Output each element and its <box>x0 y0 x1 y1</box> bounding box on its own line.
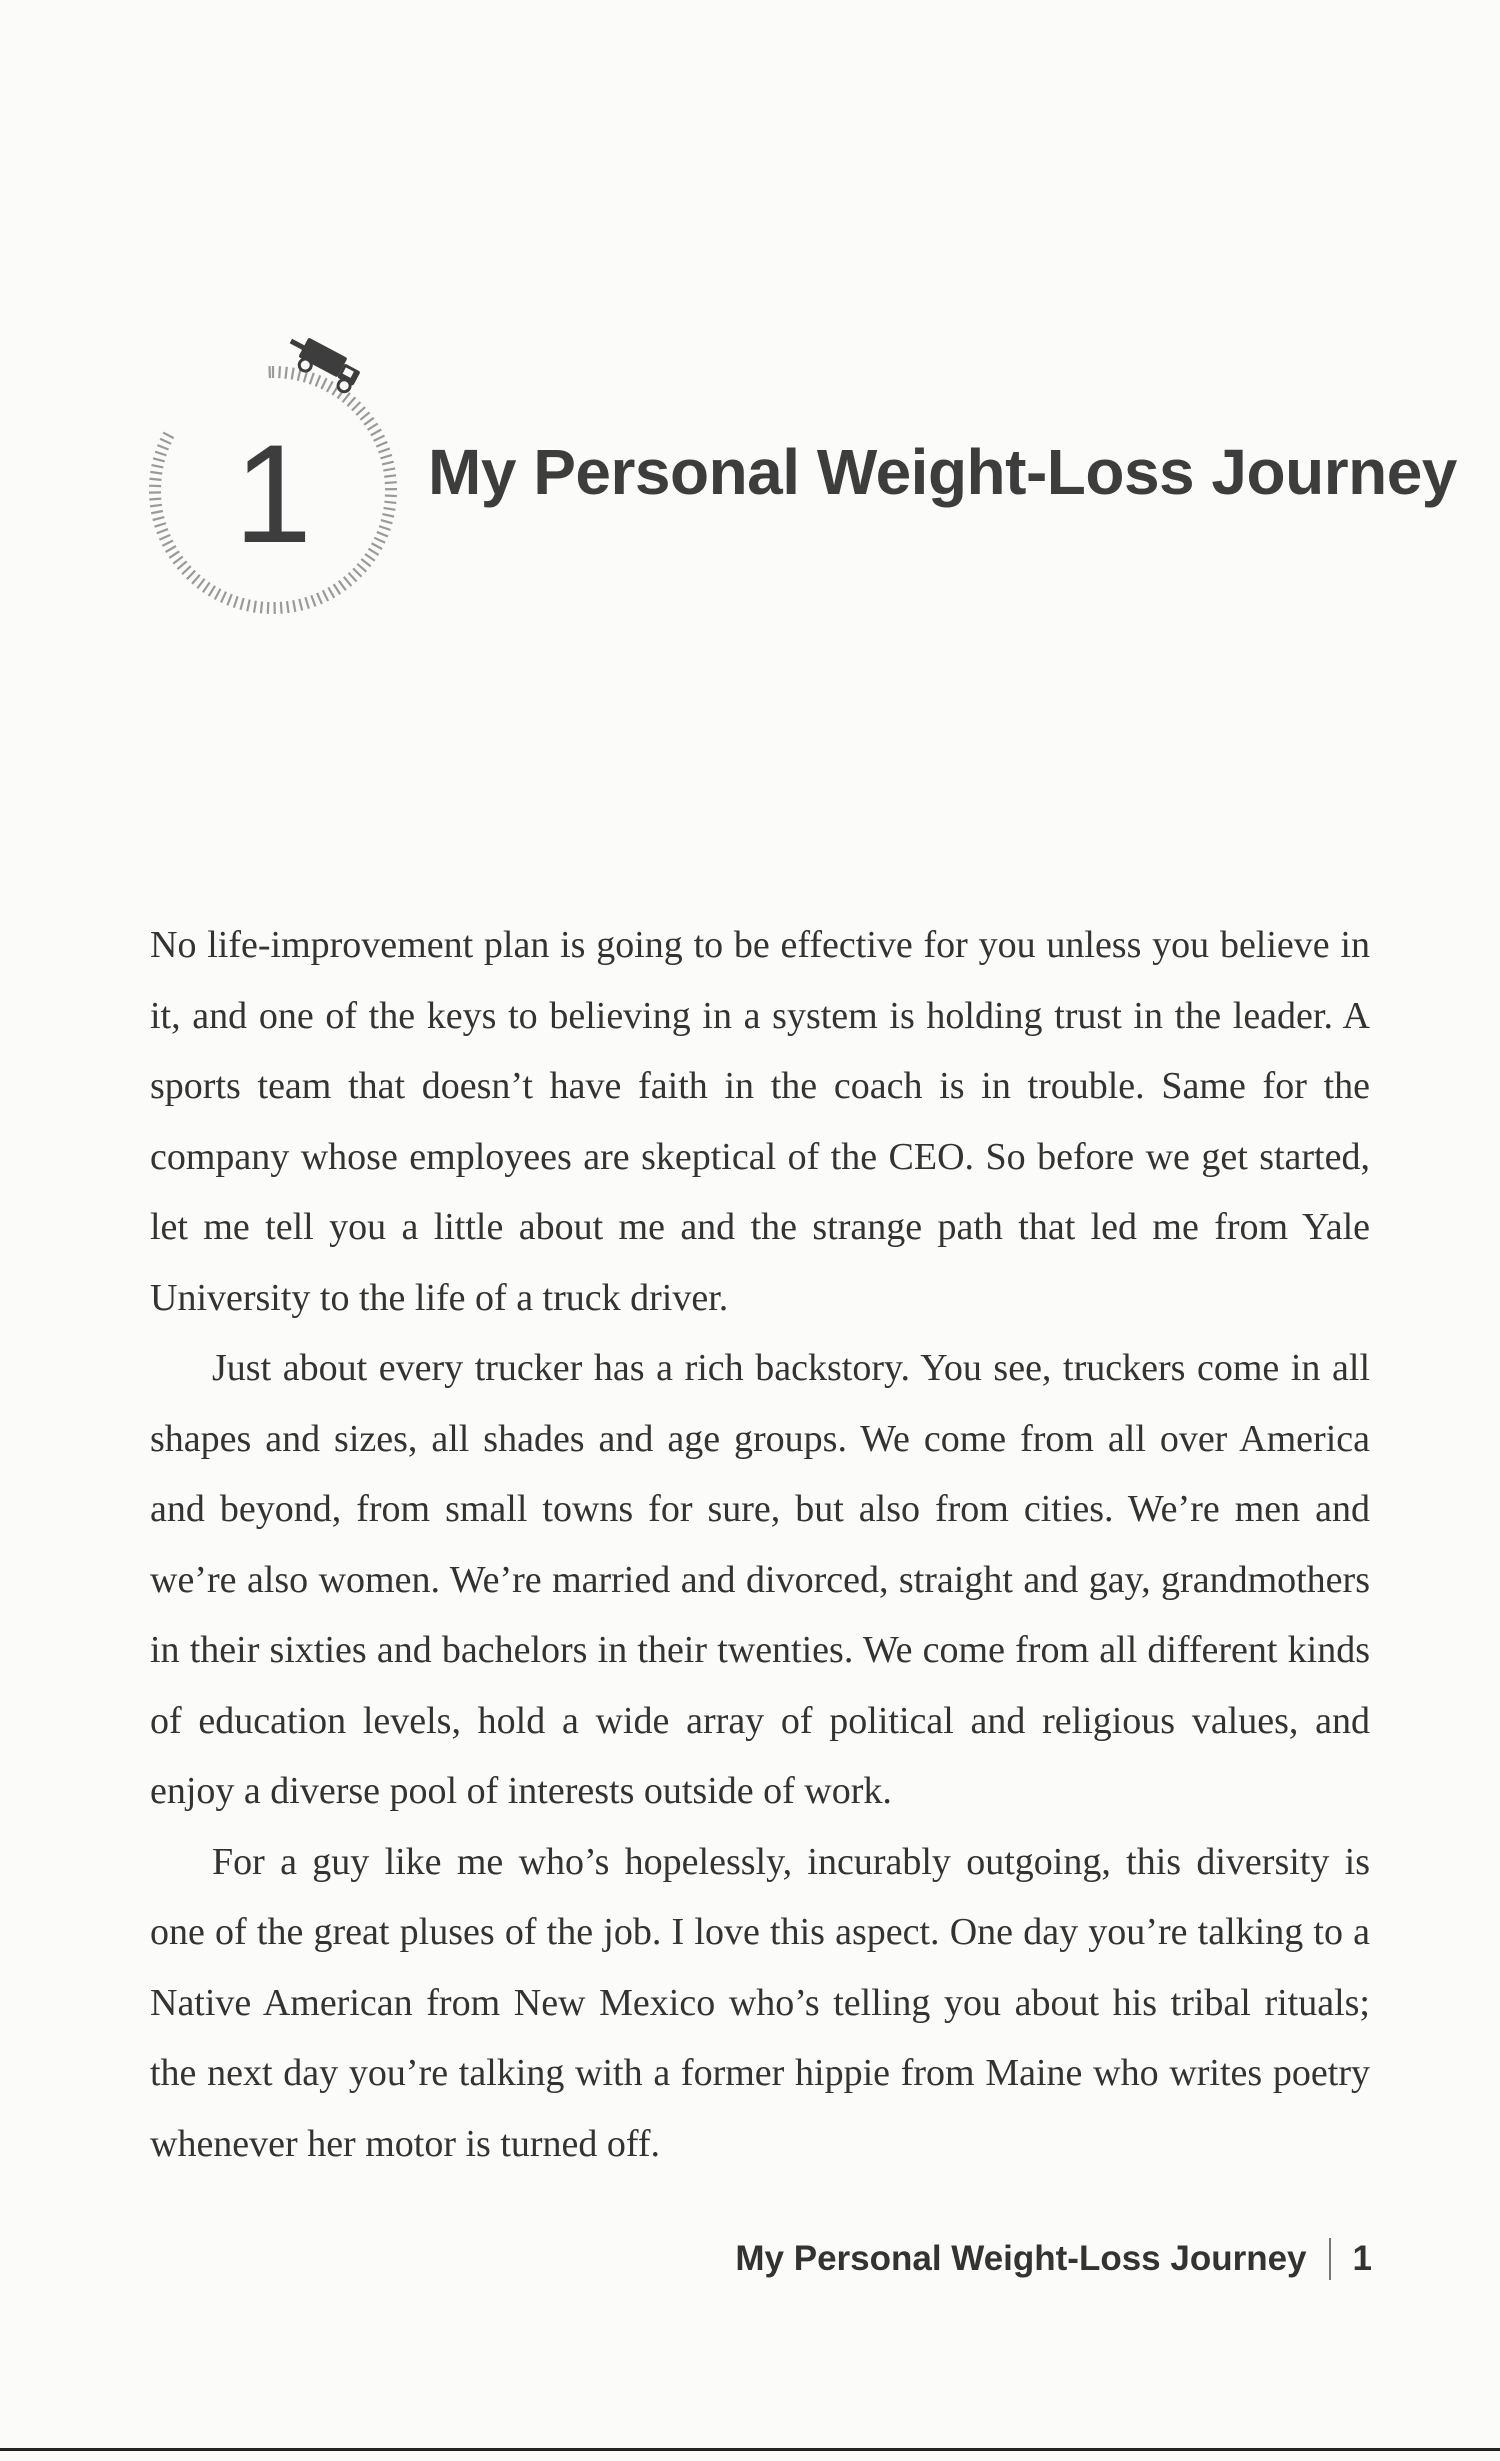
ring-tick <box>155 523 166 527</box>
ring-tick <box>287 601 289 613</box>
ring-tick <box>227 594 231 605</box>
ring-tick <box>339 581 346 591</box>
ring-tick <box>385 495 397 496</box>
ring-tick <box>234 596 238 607</box>
ring-tick <box>153 517 165 520</box>
ring-tick <box>376 442 387 447</box>
ring-tick <box>247 600 249 612</box>
ring-tick <box>159 535 170 540</box>
paragraph: No life-improvement plan is going to be effective for you unless you believe in it, and one of the keys to believing in a system is holding trust in the leader. A sports team that doesn’t have faith in the coach is in trouble. Same for the company whose employees are skeptical of the CEO. So before we get started, let me tell you a little about me and the strange path that led me from Yale University to the life of a truck driver. <box>150 924 1370 1319</box>
ring-tick <box>321 378 326 389</box>
chapter-number: 1 <box>234 415 312 572</box>
ring-tick <box>352 402 360 411</box>
ring-tick <box>203 582 210 592</box>
ring-tick <box>281 602 282 614</box>
ring-tick <box>310 373 314 384</box>
ring-tick <box>166 546 176 552</box>
page-number: 1 <box>1352 2239 1372 2278</box>
ring-tick <box>368 424 378 430</box>
ring-tick <box>371 430 381 436</box>
ring-tick <box>157 529 168 533</box>
ring-tick <box>215 589 221 600</box>
ring-tick <box>240 598 243 610</box>
ring-tick <box>187 571 195 580</box>
body-text <box>150 910 1370 2179</box>
paragraph: For a guy like me who’s hopelessly, incurably outgoing, this diversity is one of the great pluses of the job. I love this aspect. One day you’re talking to a Native American from New Mexico who’s telling you about his tribal rituals; the next day you’re talking with a former hippie from Maine who writes poetry whenever her motor is turned off. <box>150 1840 1370 2165</box>
ring-tick <box>177 561 186 569</box>
ring-tick <box>372 543 383 549</box>
ring-tick <box>334 584 341 594</box>
ring-tick <box>155 452 166 456</box>
ring-tick <box>328 587 334 597</box>
ring-tick <box>157 445 168 449</box>
ring-tick <box>285 367 286 379</box>
ring-tick <box>197 579 204 589</box>
ring-tick <box>182 566 191 574</box>
chapter-title: My Personal Weight-Loss Journey <box>428 436 1457 508</box>
ring-tick <box>349 573 357 582</box>
ring-tick <box>150 472 162 474</box>
chapter-number-emblem <box>145 290 435 630</box>
ring-tick <box>365 554 375 561</box>
ring-tick <box>344 577 352 586</box>
ring-tick <box>385 482 397 483</box>
ring-tick <box>361 559 370 566</box>
ring-tick <box>323 590 328 601</box>
ring-tick <box>379 526 390 530</box>
ring-tick <box>221 592 226 603</box>
ring-tick <box>293 600 295 612</box>
ring-tick <box>382 514 394 517</box>
ring-tick <box>360 412 369 420</box>
footer-divider <box>1329 2238 1331 2280</box>
ring-tick <box>377 532 388 536</box>
ring-tick <box>364 418 374 425</box>
ring-tick <box>254 601 256 613</box>
page-footer <box>735 2238 1372 2280</box>
ring-tick <box>169 551 179 558</box>
ring-tick <box>299 599 302 611</box>
ring-tick <box>317 593 322 604</box>
ring-tick <box>163 433 174 439</box>
ring-tick <box>150 479 162 480</box>
ring-tick <box>192 575 200 584</box>
ring-tick <box>173 556 183 563</box>
ring-tick <box>374 436 385 441</box>
ring-tick <box>149 499 161 500</box>
ring-tick <box>353 568 362 576</box>
ring-tick <box>152 465 164 467</box>
ring-tick <box>343 393 350 402</box>
ring-tick <box>151 511 163 513</box>
ring-tick <box>279 366 280 378</box>
scan-edge-line <box>0 2448 1500 2451</box>
ring-tick <box>384 502 396 503</box>
ring-tick <box>381 520 393 523</box>
ring-tick <box>311 595 315 606</box>
ring-tick <box>153 458 165 461</box>
ring-tick <box>382 462 394 465</box>
ring-tick <box>261 601 262 613</box>
ring-tick <box>357 564 366 572</box>
ring-tick <box>380 455 392 458</box>
ring-tick <box>292 368 294 380</box>
ring-tick <box>209 586 215 596</box>
ring-tick <box>160 439 171 444</box>
ring-tick <box>305 597 308 608</box>
ring-tick <box>162 540 173 545</box>
ring-tick <box>384 508 396 510</box>
ring-tick <box>356 407 365 415</box>
ring-tick <box>374 538 385 543</box>
ring-tick <box>298 369 301 381</box>
ring-tick <box>379 448 390 452</box>
ring-tick <box>383 468 395 470</box>
tick-ring-truck-icon <box>145 290 435 630</box>
ring-tick <box>316 375 321 386</box>
ring-tick <box>150 505 162 507</box>
running-title: My Personal Weight-Loss Journey <box>735 2239 1307 2278</box>
paragraph: Just about every trucker has a rich backstory. You see, truckers come in all shapes and sizes, all shades and age groups. We come from all over America and beyond, from small towns for sure, but also from cities. We’re men and we’re also women. We’re married and divorced, straight and gay, grandmothers in their sixties and bachelors in their twenties. We come from all different kinds of education levels, hold a wide array of political and religious values, and enjoy a diverse pool of interests outside of work. <box>150 1347 1370 1812</box>
ring-tick <box>347 397 355 406</box>
ring-tick <box>368 549 378 555</box>
ring-tick <box>327 381 333 392</box>
ring-tick <box>384 475 396 476</box>
ring-tick <box>268 602 269 614</box>
